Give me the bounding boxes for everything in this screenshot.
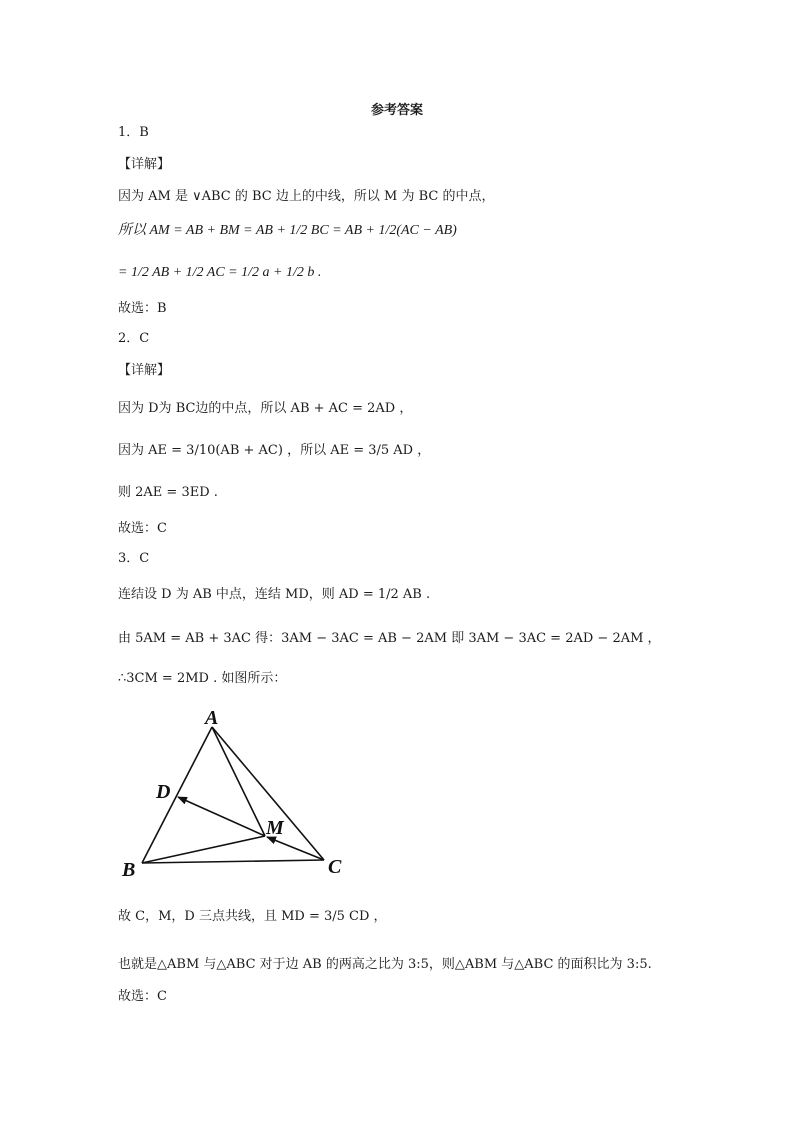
label-d: D	[156, 781, 171, 803]
q1-number: 1．B	[118, 125, 149, 140]
q2-line3: 则 2AE = 3ED .	[118, 485, 218, 500]
q3-line1: 连结设 D 为 AB 中点，连结 MD，则 AD = 1/2 AB .	[118, 587, 431, 602]
q2-detail-heading: 【详解】	[118, 363, 171, 378]
q2-answer: 故选：C	[118, 521, 167, 536]
vector-cm	[267, 837, 324, 860]
q3-line2: 由 5AM = AB + 3AC 得：3AM − 3AC = AB − 2AM 即 3AM − 3AC = 2AD − 2AM ，	[118, 631, 661, 646]
triangle-figure	[112, 700, 362, 890]
q1-line1: 因为 AM 是 ∨ABC 的 BC 边上的中线，所以 M 为 BC 的中点，	[118, 189, 495, 204]
label-a: A	[205, 707, 219, 729]
q2-line2: 因为 AE = 3/10(AB + AC) ，所以 AE = 3/5 AD ，	[118, 443, 431, 458]
segment-ac	[212, 727, 324, 860]
vector-md	[178, 797, 265, 836]
label-m: M	[266, 817, 284, 839]
q3-line4: 故 C，M，D 三点共线，且 MD = 3/5 CD ，	[118, 909, 387, 924]
q3-line3: ∴3CM = 2MD . 如图所示：	[118, 671, 287, 686]
q2-line1: 因为 D为 BC边的中点，所以 AB + AC = 2AD ，	[118, 401, 413, 416]
q1-line3: = 1/2 AB + 1/2 AC = 1/2 a + 1/2 b .	[118, 265, 322, 280]
segment-bc	[142, 860, 324, 863]
page-title: 参考答案	[370, 103, 423, 118]
q3-number: 3．C	[118, 551, 150, 566]
q3-line5: 也就是△ABM 与△ABC 对于边 AB 的两高之比为 3:5，则△ABM 与△ABC 的面积比为 3:5.	[118, 957, 652, 972]
label-c: C	[328, 856, 342, 878]
segment-bm	[142, 836, 265, 863]
label-b: B	[122, 859, 136, 881]
q2-number: 2．C	[118, 331, 150, 346]
segment-ab	[142, 727, 212, 863]
q1-answer: 故选：B	[118, 301, 167, 316]
q1-line2: 所以 AM = AB + BM = AB + 1/2 BC = AB + 1/2(AC − AB)	[118, 223, 457, 238]
q3-answer: 故选：C	[118, 989, 167, 1004]
q1-detail-heading: 【详解】	[118, 157, 171, 172]
